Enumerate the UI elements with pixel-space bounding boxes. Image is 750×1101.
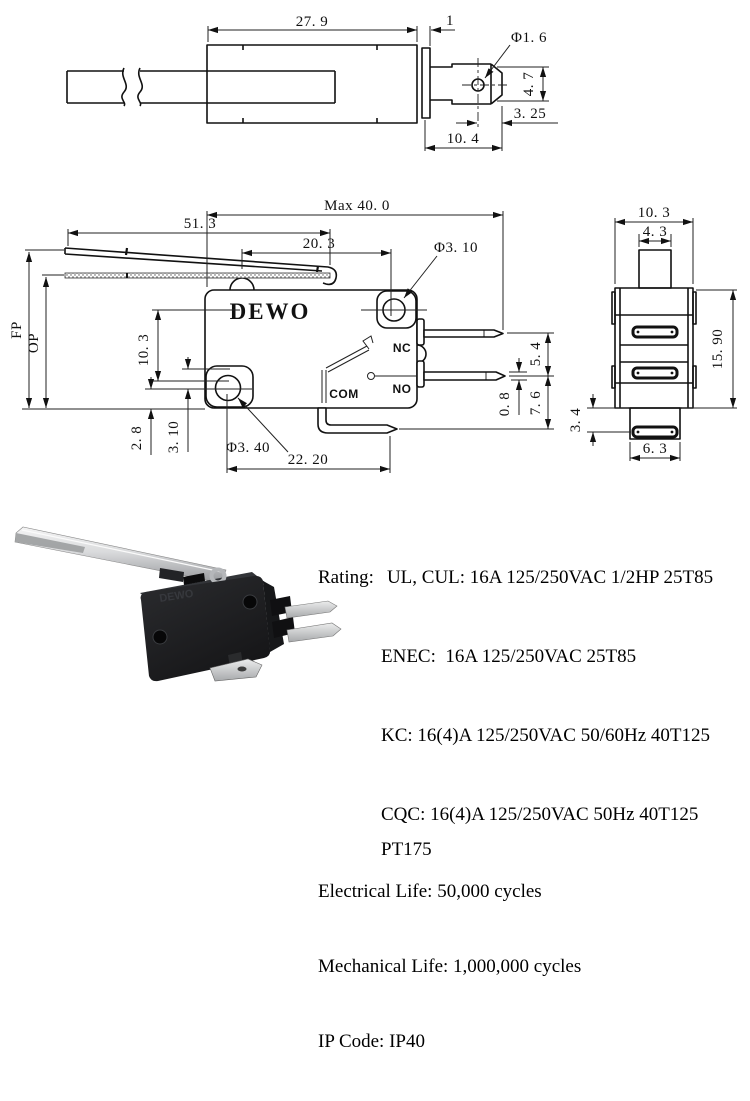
lever-dimensions (208, 13, 558, 151)
lever-detail-view (67, 13, 558, 151)
spec-line-electrical-life: Electrical Life: 50,000 cycles (318, 881, 542, 902)
dim-foot-height: 3. 4 (568, 407, 584, 433)
dim-lever-length: 27. 9 (295, 14, 329, 30)
dim-button-width: 4. 3 (642, 224, 668, 240)
spec-line-kc: KC: 16(4)A 125/250VAC 50/60Hz 40T125 (381, 725, 710, 746)
label-no: NO (392, 382, 412, 396)
terminal-nc (424, 330, 503, 337)
mount-hole-bottom (216, 376, 241, 401)
dim-body-height: 10. 3 (136, 333, 152, 367)
dim-hole-to-tip: 3. 25 (513, 106, 547, 122)
dim-no-to-com: 7. 6 (528, 390, 544, 416)
photo-mount-hole-right (243, 595, 257, 609)
plunger-button (639, 250, 671, 288)
spec-line-mechanical-life: Mechanical Life: 1,000,000 cycles (318, 956, 582, 977)
dim-nc-no-gap: 5. 4 (528, 341, 544, 367)
dim-tip-height: 4. 7 (521, 71, 537, 97)
rating-label: Rating: (318, 567, 374, 588)
terminal-no (424, 372, 505, 380)
dim-mount-hole-dia: Φ3. 10 (434, 240, 478, 256)
dim-step: 1 (446, 13, 454, 29)
lever-op-position (65, 273, 330, 278)
dim-hole-offset: 3. 10 (166, 420, 182, 454)
photo-mount-hole-left (153, 630, 167, 644)
dim-foot-width: 6. 3 (642, 441, 668, 457)
side-view (568, 205, 737, 461)
dim-hole-to-base: 2. 8 (129, 425, 145, 451)
spec-line-ip-code: IP Code: IP40 (318, 1031, 425, 1052)
front-view (9, 198, 554, 473)
dim-lever-hole-dia: Φ1. 6 (511, 30, 547, 46)
dim-free-position: FP (9, 321, 25, 339)
dim-corner-hole-dia: Φ3. 40 (226, 440, 270, 456)
dim-hinge-to-hole: 20. 3 (302, 236, 336, 252)
spec-line-rating (318, 560, 750, 595)
side-view-outline (612, 250, 696, 439)
dim-side-body-width: 10. 3 (637, 205, 671, 221)
dim-side-body-height: 15. 90 (710, 328, 726, 370)
label-nc: NC (392, 341, 412, 355)
dim-hole-span: 22. 20 (287, 452, 329, 468)
spec-text-block (318, 516, 750, 1101)
product-photo (15, 527, 341, 681)
brand-logo: DEWO (229, 299, 311, 324)
photo-emboss-logo: DEWO (158, 587, 195, 605)
rating-ul-cul: UL, CUL: 16A 125/250VAC 1/2HP 25T85 (386, 567, 714, 588)
spec-line-enec: ENEC: 16A 125/250VAC 25T85 (381, 646, 637, 667)
lever-outline (67, 45, 510, 130)
dim-operating-position: OP (26, 332, 42, 354)
dim-tip-length: 10. 4 (446, 131, 480, 147)
terminal-com (318, 408, 397, 433)
dim-lever-arm-length: 51. 3 (183, 216, 217, 232)
label-com: COM (329, 387, 359, 401)
dim-terminal-thickness: 0. 8 (497, 391, 513, 417)
spec-line-cqc: CQC: 16(4)A 125/250VAC 50Hz 40T125 PT175 (381, 804, 704, 860)
dim-max-length: Max 40. 0 (324, 198, 390, 214)
